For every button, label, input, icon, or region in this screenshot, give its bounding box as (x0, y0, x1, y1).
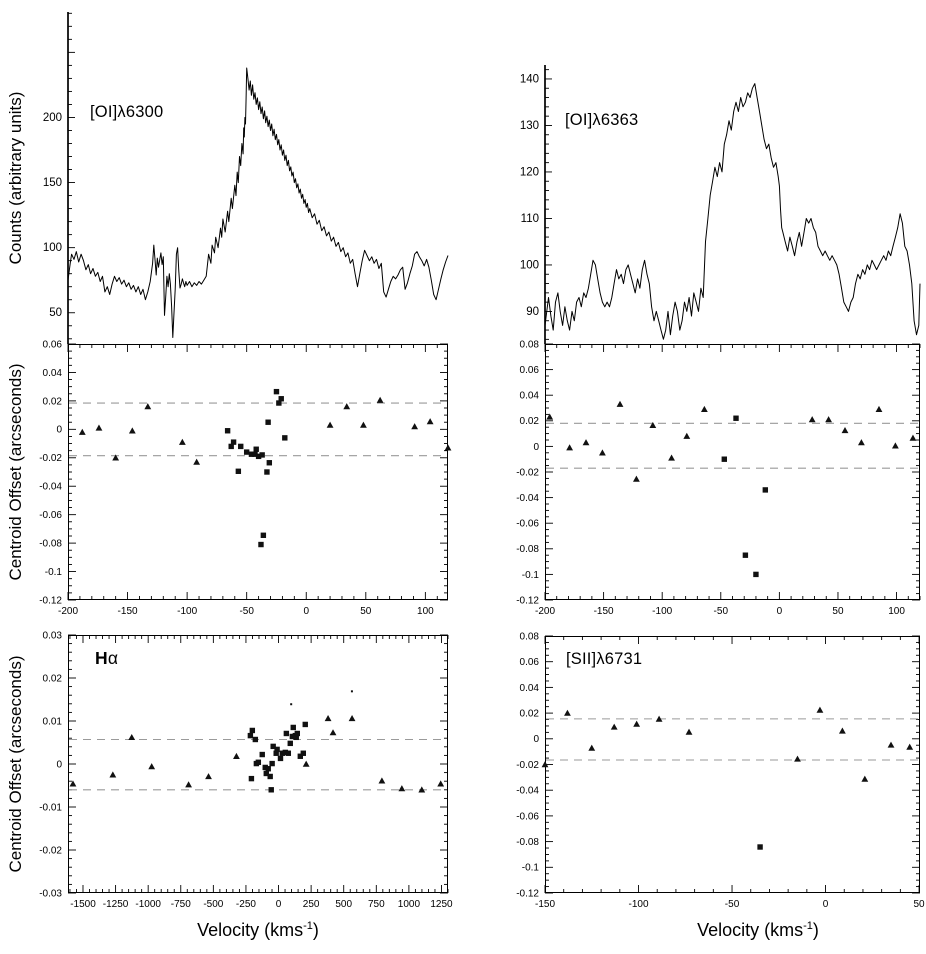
svg-text:-0.04: -0.04 (516, 493, 539, 504)
svg-text:0: 0 (533, 441, 539, 453)
svg-text:90: 90 (526, 305, 539, 318)
svg-text:0.08: 0.08 (519, 631, 539, 643)
velocity-close: ) (312, 920, 319, 940)
svg-text:-500: -500 (203, 899, 224, 910)
svg-text:-150: -150 (117, 606, 138, 617)
svg-text:0.03: 0.03 (42, 630, 62, 642)
svg-text:-0.06: -0.06 (39, 510, 62, 522)
svg-text:0.08: 0.08 (519, 339, 539, 351)
svg-text:750: 750 (367, 899, 385, 910)
svg-text:100: 100 (519, 259, 539, 272)
halpha-h: H (95, 648, 108, 668)
svg-text:-0.02: -0.02 (39, 453, 62, 465)
panel-title-oi6300: [OI]λ6300 (90, 103, 164, 121)
svg-text:0: 0 (776, 606, 783, 617)
svg-text:0: 0 (275, 899, 282, 910)
svg-text:250: 250 (302, 899, 320, 910)
svg-text:0.02: 0.02 (42, 396, 62, 408)
svg-text:500: 500 (335, 899, 353, 910)
svg-text:100: 100 (888, 606, 905, 617)
svg-text:0: 0 (533, 734, 539, 746)
svg-text:-1250: -1250 (102, 899, 129, 910)
svg-text:-0.04: -0.04 (39, 481, 62, 493)
svg-text:1000: 1000 (397, 899, 421, 910)
svg-text:-0.06: -0.06 (516, 518, 539, 530)
svg-text:0.04: 0.04 (42, 367, 62, 379)
svg-text:-0.08: -0.08 (516, 544, 539, 556)
svg-text:-0.02: -0.02 (516, 759, 539, 771)
svg-text:-100: -100 (628, 899, 649, 910)
svg-text:200: 200 (42, 111, 62, 124)
panel-title-oi6363: [OI]λ6363 (565, 111, 639, 129)
svg-text:0.04: 0.04 (519, 682, 539, 694)
svg-text:0.02: 0.02 (519, 708, 539, 720)
svg-text:130: 130 (519, 119, 539, 132)
velocity-sup: -1 (803, 920, 813, 932)
panel-oi6363-centroid (516, 339, 920, 617)
svg-text:50: 50 (49, 307, 62, 320)
velocity-sup: -1 (303, 920, 313, 932)
svg-text:-0.04: -0.04 (516, 785, 539, 797)
svg-text:0.06: 0.06 (42, 339, 62, 351)
panel-oi6300-centroid (39, 339, 451, 617)
velocity-close: ) (812, 920, 819, 940)
svg-text:-50: -50 (239, 606, 254, 617)
svg-text:-250: -250 (235, 899, 256, 910)
svg-text:-0.02: -0.02 (516, 467, 539, 479)
svg-text:1250: 1250 (430, 899, 453, 910)
panel-oi6300-spectrum (43, 12, 448, 344)
svg-text:-150: -150 (593, 606, 614, 617)
svg-text:120: 120 (519, 166, 539, 179)
svg-text:-0.1: -0.1 (44, 566, 62, 578)
svg-text:-0.12: -0.12 (516, 595, 539, 607)
svg-text:0.02: 0.02 (42, 673, 62, 685)
svg-text:50: 50 (360, 606, 372, 617)
svg-text:-150: -150 (534, 899, 556, 910)
svg-text:0: 0 (56, 759, 62, 771)
svg-text:-0.08: -0.08 (516, 837, 539, 848)
svg-text:0.04: 0.04 (519, 390, 539, 402)
svg-text:-1000: -1000 (135, 899, 161, 910)
x-axis-title-velocity-right (558, 920, 926, 941)
velocity-text: Velocity (kms (697, 920, 804, 940)
svg-text:-0.01: -0.01 (39, 802, 62, 814)
velocity-text: Velocity (kms (197, 920, 304, 940)
svg-text:-50: -50 (713, 606, 729, 617)
panel-title-sii6731: [SII]λ6731 (566, 650, 643, 668)
y-axis-title-counts: Counts (arbitrary units) (6, 91, 25, 265)
svg-text:-0.06: -0.06 (516, 811, 539, 823)
svg-text:-0.1: -0.1 (521, 862, 539, 874)
svg-text:100: 100 (42, 242, 62, 255)
svg-text:-200: -200 (57, 606, 79, 617)
svg-text:-50: -50 (724, 899, 740, 910)
svg-text:0: 0 (56, 424, 62, 436)
panel-oi6363-spectrum (520, 65, 920, 344)
y-axis-title-centroid-middle: Centroid Offset (arcseconds) (6, 363, 25, 581)
svg-text:-1500: -1500 (70, 899, 96, 910)
svg-text:-0.02: -0.02 (39, 845, 62, 857)
svg-text:-0.12: -0.12 (39, 595, 62, 607)
svg-text:-0.1: -0.1 (521, 569, 539, 581)
svg-text:-750: -750 (170, 899, 191, 910)
panel-sii6731-centroid (516, 631, 925, 910)
panel-title-halpha (95, 648, 118, 669)
svg-text:0: 0 (822, 899, 829, 910)
svg-text:-0.08: -0.08 (39, 538, 62, 550)
svg-text:150: 150 (42, 176, 62, 189)
svg-text:-0.03: -0.03 (39, 888, 62, 900)
halpha-alpha: α (107, 648, 119, 668)
svg-text:-100: -100 (177, 606, 198, 617)
svg-text:0.02: 0.02 (519, 416, 539, 428)
svg-text:-100: -100 (652, 606, 673, 617)
svg-text:-200: -200 (534, 606, 556, 617)
svg-text:50: 50 (913, 899, 925, 910)
svg-text:-0.12: -0.12 (516, 888, 539, 900)
svg-text:0.06: 0.06 (519, 365, 539, 376)
svg-text:110: 110 (520, 212, 539, 225)
svg-text:0.01: 0.01 (42, 716, 62, 728)
svg-text:0.06: 0.06 (519, 657, 539, 669)
y-axis-title-centroid-bottom: Centroid Offset (arcseconds) (6, 655, 25, 873)
svg-text:0: 0 (303, 606, 310, 617)
panel-halpha-centroid (39, 630, 453, 910)
svg-text:140: 140 (519, 73, 539, 86)
x-axis-title-velocity-left (68, 920, 448, 941)
svg-text:100: 100 (417, 606, 434, 617)
svg-text:50: 50 (832, 606, 844, 617)
